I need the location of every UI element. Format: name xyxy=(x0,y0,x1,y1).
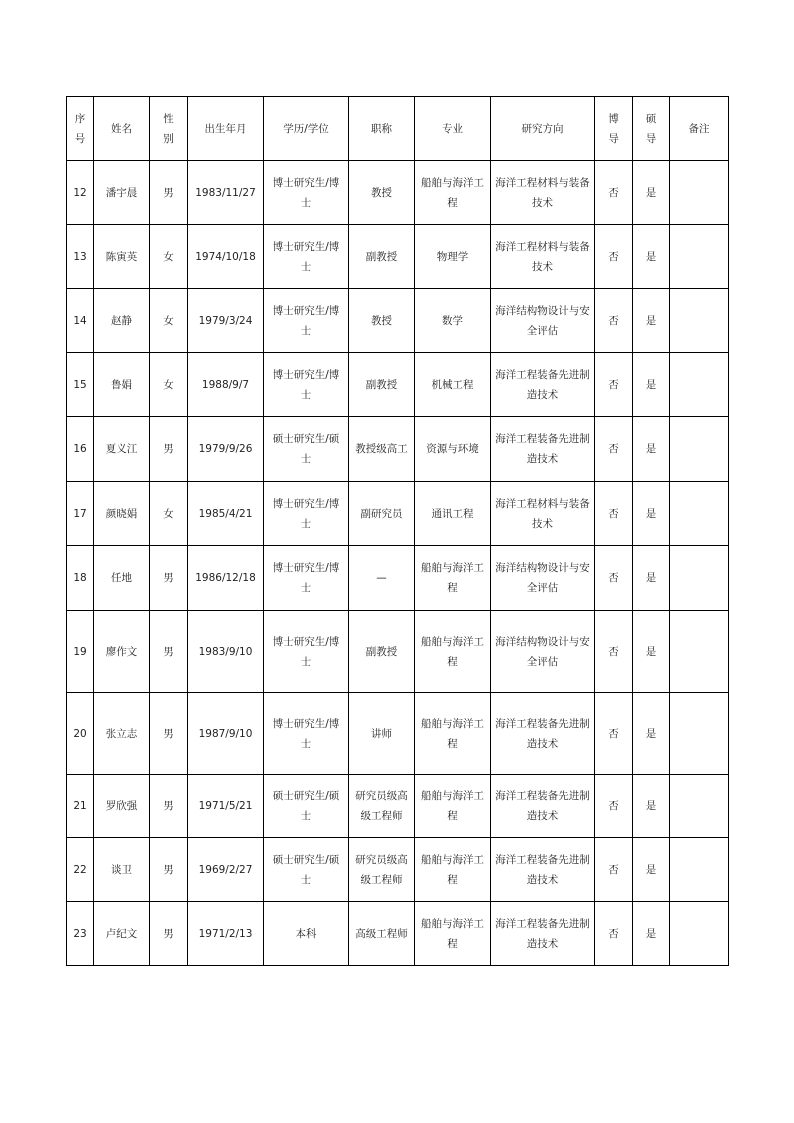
row-edu: 博士研究生/博士 xyxy=(264,546,349,611)
row-research: 海洋工程装备先进制造技术 xyxy=(491,902,595,966)
row-major: 机械工程 xyxy=(415,353,491,417)
row-remark xyxy=(670,902,729,966)
row-edu: 博士研究生/博士 xyxy=(264,289,349,353)
header-research: 研究方向 xyxy=(491,97,595,161)
row-research: 海洋工程材料与装备技术 xyxy=(491,225,595,289)
row-sex: 男 xyxy=(150,902,188,966)
row-birth: 1974/10/18 xyxy=(188,225,264,289)
row-title: 副研究员 xyxy=(349,482,415,546)
row-major: 船舶与海洋工程 xyxy=(415,161,491,225)
row-remark xyxy=(670,289,729,353)
row-name: 谈卫 xyxy=(94,838,150,902)
row-edu: 本科 xyxy=(264,902,349,966)
row-birth: 1971/5/21 xyxy=(188,775,264,838)
table-row xyxy=(67,775,729,838)
row-title: — xyxy=(349,546,415,611)
row-name: 任地 xyxy=(94,546,150,611)
table-row xyxy=(67,611,729,693)
row-no: 19 xyxy=(67,611,94,693)
row-major: 物理学 xyxy=(415,225,491,289)
row-major: 资源与环境 xyxy=(415,417,491,482)
row-name: 鲁娟 xyxy=(94,353,150,417)
row-title: 教授 xyxy=(349,289,415,353)
row-phd-supervisor: 否 xyxy=(595,289,633,353)
table-row xyxy=(67,353,729,417)
row-edu: 博士研究生/博士 xyxy=(264,161,349,225)
row-title: 研究员级高级工程师 xyxy=(349,775,415,838)
row-remark xyxy=(670,482,729,546)
row-name: 卢纪文 xyxy=(94,902,150,966)
header-ms-supervisor: 硕导 xyxy=(633,97,670,161)
row-title: 副教授 xyxy=(349,225,415,289)
row-sex: 女 xyxy=(150,482,188,546)
row-sex: 男 xyxy=(150,775,188,838)
row-remark xyxy=(670,161,729,225)
header-no: 序号 xyxy=(67,97,94,161)
row-name: 赵静 xyxy=(94,289,150,353)
row-major: 通讯工程 xyxy=(415,482,491,546)
row-major: 船舶与海洋工程 xyxy=(415,838,491,902)
row-no: 22 xyxy=(67,838,94,902)
row-research: 海洋工程装备先进制造技术 xyxy=(491,417,595,482)
row-sex: 男 xyxy=(150,693,188,775)
row-phd-supervisor: 否 xyxy=(595,775,633,838)
row-ms-supervisor: 是 xyxy=(633,417,670,482)
row-research: 海洋工程材料与装备技术 xyxy=(491,482,595,546)
row-sex: 女 xyxy=(150,225,188,289)
row-name: 颜晓娟 xyxy=(94,482,150,546)
header-birth: 出生年月 xyxy=(188,97,264,161)
header-phd-supervisor: 博导 xyxy=(595,97,633,161)
row-phd-supervisor: 否 xyxy=(595,353,633,417)
row-major: 船舶与海洋工程 xyxy=(415,693,491,775)
row-major: 船舶与海洋工程 xyxy=(415,775,491,838)
row-phd-supervisor: 否 xyxy=(595,546,633,611)
row-research: 海洋工程装备先进制造技术 xyxy=(491,838,595,902)
table-row xyxy=(67,838,729,902)
header-edu: 学历/学位 xyxy=(264,97,349,161)
header-sex: 性别 xyxy=(150,97,188,161)
row-no: 12 xyxy=(67,161,94,225)
row-edu: 博士研究生/博士 xyxy=(264,353,349,417)
row-birth: 1979/9/26 xyxy=(188,417,264,482)
row-birth: 1986/12/18 xyxy=(188,546,264,611)
table-row xyxy=(67,225,729,289)
row-ms-supervisor: 是 xyxy=(633,289,670,353)
row-remark xyxy=(670,353,729,417)
row-title: 教授 xyxy=(349,161,415,225)
row-sex: 男 xyxy=(150,838,188,902)
row-name: 潘宇晨 xyxy=(94,161,150,225)
table-header-row xyxy=(67,97,729,161)
row-remark xyxy=(670,611,729,693)
row-edu: 硕士研究生/硕士 xyxy=(264,417,349,482)
table-row xyxy=(67,289,729,353)
row-phd-supervisor: 否 xyxy=(595,161,633,225)
row-title: 高级工程师 xyxy=(349,902,415,966)
row-research: 海洋工程装备先进制造技术 xyxy=(491,353,595,417)
row-major: 船舶与海洋工程 xyxy=(415,546,491,611)
row-name: 罗欣强 xyxy=(94,775,150,838)
row-remark xyxy=(670,546,729,611)
row-edu: 硕士研究生/硕士 xyxy=(264,838,349,902)
row-research: 海洋结构物设计与安全评估 xyxy=(491,611,595,693)
row-remark xyxy=(670,225,729,289)
row-no: 13 xyxy=(67,225,94,289)
row-birth: 1969/2/27 xyxy=(188,838,264,902)
row-no: 17 xyxy=(67,482,94,546)
row-research: 海洋工程材料与装备技术 xyxy=(491,161,595,225)
row-title: 研究员级高级工程师 xyxy=(349,838,415,902)
row-edu: 博士研究生/博士 xyxy=(264,225,349,289)
row-remark xyxy=(670,417,729,482)
row-sex: 女 xyxy=(150,353,188,417)
row-no: 20 xyxy=(67,693,94,775)
row-sex: 男 xyxy=(150,417,188,482)
row-sex: 男 xyxy=(150,611,188,693)
row-sex: 男 xyxy=(150,161,188,225)
row-name: 张立志 xyxy=(94,693,150,775)
row-no: 18 xyxy=(67,546,94,611)
table-row xyxy=(67,693,729,775)
row-title: 副教授 xyxy=(349,611,415,693)
row-ms-supervisor: 是 xyxy=(633,161,670,225)
row-title: 教授级高工 xyxy=(349,417,415,482)
row-phd-supervisor: 否 xyxy=(595,838,633,902)
row-major: 船舶与海洋工程 xyxy=(415,611,491,693)
row-phd-supervisor: 否 xyxy=(595,902,633,966)
row-name: 夏义江 xyxy=(94,417,150,482)
row-birth: 1988/9/7 xyxy=(188,353,264,417)
row-sex: 男 xyxy=(150,546,188,611)
row-ms-supervisor: 是 xyxy=(633,225,670,289)
row-ms-supervisor: 是 xyxy=(633,775,670,838)
row-birth: 1983/11/27 xyxy=(188,161,264,225)
row-edu: 博士研究生/博士 xyxy=(264,611,349,693)
row-sex: 女 xyxy=(150,289,188,353)
row-ms-supervisor: 是 xyxy=(633,611,670,693)
row-research: 海洋结构物设计与安全评估 xyxy=(491,546,595,611)
row-ms-supervisor: 是 xyxy=(633,482,670,546)
row-phd-supervisor: 否 xyxy=(595,693,633,775)
row-no: 23 xyxy=(67,902,94,966)
row-title: 副教授 xyxy=(349,353,415,417)
row-ms-supervisor: 是 xyxy=(633,546,670,611)
row-no: 16 xyxy=(67,417,94,482)
header-title: 职称 xyxy=(349,97,415,161)
table-row xyxy=(67,417,729,482)
row-no: 14 xyxy=(67,289,94,353)
row-phd-supervisor: 否 xyxy=(595,225,633,289)
row-remark xyxy=(670,693,729,775)
row-remark xyxy=(670,775,729,838)
row-no: 15 xyxy=(67,353,94,417)
row-phd-supervisor: 否 xyxy=(595,611,633,693)
row-research: 海洋工程装备先进制造技术 xyxy=(491,693,595,775)
row-edu: 博士研究生/博士 xyxy=(264,693,349,775)
row-ms-supervisor: 是 xyxy=(633,693,670,775)
row-name: 廖作文 xyxy=(94,611,150,693)
row-research: 海洋工程装备先进制造技术 xyxy=(491,775,595,838)
faculty-table xyxy=(66,96,729,966)
row-edu: 硕士研究生/硕士 xyxy=(264,775,349,838)
table-row xyxy=(67,902,729,966)
row-title: 讲师 xyxy=(349,693,415,775)
header-name: 姓名 xyxy=(94,97,150,161)
table-row xyxy=(67,546,729,611)
row-ms-supervisor: 是 xyxy=(633,838,670,902)
row-birth: 1979/3/24 xyxy=(188,289,264,353)
row-phd-supervisor: 否 xyxy=(595,482,633,546)
header-remark: 备注 xyxy=(670,97,729,161)
row-research: 海洋结构物设计与安全评估 xyxy=(491,289,595,353)
header-major: 专业 xyxy=(415,97,491,161)
row-ms-supervisor: 是 xyxy=(633,902,670,966)
row-remark xyxy=(670,838,729,902)
row-birth: 1987/9/10 xyxy=(188,693,264,775)
table-row xyxy=(67,482,729,546)
row-ms-supervisor: 是 xyxy=(633,353,670,417)
row-birth: 1971/2/13 xyxy=(188,902,264,966)
row-birth: 1985/4/21 xyxy=(188,482,264,546)
row-major: 数学 xyxy=(415,289,491,353)
row-no: 21 xyxy=(67,775,94,838)
row-edu: 博士研究生/博士 xyxy=(264,482,349,546)
table-row xyxy=(67,161,729,225)
row-name: 陈寅英 xyxy=(94,225,150,289)
row-phd-supervisor: 否 xyxy=(595,417,633,482)
row-birth: 1983/9/10 xyxy=(188,611,264,693)
row-major: 船舶与海洋工程 xyxy=(415,902,491,966)
